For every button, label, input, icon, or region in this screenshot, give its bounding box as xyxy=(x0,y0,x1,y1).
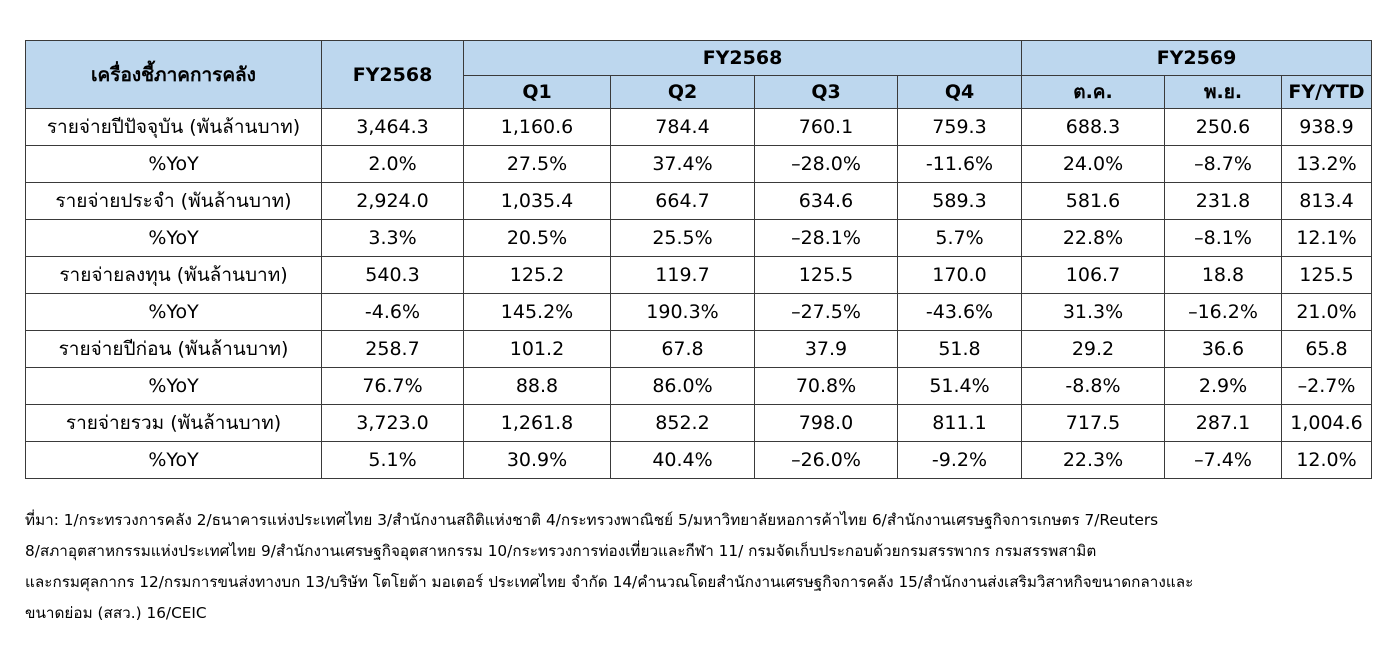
table-cell: 717.5 xyxy=(1022,405,1165,442)
table-cell: –8.1% xyxy=(1165,220,1282,257)
header-q1: Q1 xyxy=(464,76,611,109)
table-cell: 759.3 xyxy=(898,109,1022,146)
row-label: %YoY xyxy=(26,294,322,331)
table-cell: –28.1% xyxy=(755,220,898,257)
table-cell: 2.0% xyxy=(322,146,464,183)
header-q3: Q3 xyxy=(755,76,898,109)
table-cell: 688.3 xyxy=(1022,109,1165,146)
table-cell: 29.2 xyxy=(1022,331,1165,368)
table-cell: 1,261.8 xyxy=(464,405,611,442)
table-cell: 37.9 xyxy=(755,331,898,368)
table-cell: 634.6 xyxy=(755,183,898,220)
table-cell: –26.0% xyxy=(755,442,898,479)
table-cell: 581.6 xyxy=(1022,183,1165,220)
table-cell: 21.0% xyxy=(1282,294,1372,331)
table-cell: 3,723.0 xyxy=(322,405,464,442)
table-row xyxy=(26,183,1372,220)
table-cell: 51.4% xyxy=(898,368,1022,405)
table-cell: 125.5 xyxy=(755,257,898,294)
table-cell: 3.3% xyxy=(322,220,464,257)
table-cell: 70.8% xyxy=(755,368,898,405)
table-cell: -4.6% xyxy=(322,294,464,331)
table-cell: 664.7 xyxy=(611,183,755,220)
table-cell: 22.8% xyxy=(1022,220,1165,257)
table-cell: 51.8 xyxy=(898,331,1022,368)
table-cell: 145.2% xyxy=(464,294,611,331)
table-cell: 12.1% xyxy=(1282,220,1372,257)
table-cell: 37.4% xyxy=(611,146,755,183)
row-label: %YoY xyxy=(26,220,322,257)
table-cell: 12.0% xyxy=(1282,442,1372,479)
header-indicator: เครื่องชี้ภาคการคลัง xyxy=(26,41,322,109)
table-row xyxy=(26,146,1372,183)
table-cell: 119.7 xyxy=(611,257,755,294)
table-cell: -9.2% xyxy=(898,442,1022,479)
table-cell: 3,464.3 xyxy=(322,109,464,146)
source-notes xyxy=(25,505,1365,629)
row-label: %YoY xyxy=(26,368,322,405)
table-cell: 88.8 xyxy=(464,368,611,405)
table-cell: 101.2 xyxy=(464,331,611,368)
source-note-line: ที่มา: 1/กระทรวงการคลัง 2/ธนาคารแห่งประเทศไทย 3/สำนักงานสถิติแห่งชาติ 4/กระทรวงพาณิชย์ 5/มหาวิทยาลัยหอการค้าไทย 6/สำนักงานเศรษฐกิจการเกษตร 7/Reuters xyxy=(25,511,1159,529)
row-label: %YoY xyxy=(26,442,322,479)
table-cell: 2,924.0 xyxy=(322,183,464,220)
table-cell: 852.2 xyxy=(611,405,755,442)
table-cell: 125.2 xyxy=(464,257,611,294)
table-row xyxy=(26,257,1372,294)
header-group-fy2569: FY2569 xyxy=(1022,41,1372,76)
row-label: รายจ่ายรวม (พันล้านบาท) xyxy=(26,405,322,442)
table-row xyxy=(26,294,1372,331)
table-cell: –7.4% xyxy=(1165,442,1282,479)
row-label: รายจ่ายลงทุน (พันล้านบาท) xyxy=(26,257,322,294)
row-label: รายจ่ายปีก่อน (พันล้านบาท) xyxy=(26,331,322,368)
table-body xyxy=(26,109,1372,479)
table-row xyxy=(26,220,1372,257)
table-cell: 784.4 xyxy=(611,109,755,146)
table-row xyxy=(26,109,1372,146)
fiscal-indicators-table xyxy=(25,40,1372,479)
table-cell: 76.7% xyxy=(322,368,464,405)
table-cell: 22.3% xyxy=(1022,442,1165,479)
table-cell: 1,160.6 xyxy=(464,109,611,146)
table-cell: 25.5% xyxy=(611,220,755,257)
table-cell: 65.8 xyxy=(1282,331,1372,368)
table-cell: 760.1 xyxy=(755,109,898,146)
table-cell: 18.8 xyxy=(1165,257,1282,294)
table-cell: 231.8 xyxy=(1165,183,1282,220)
table-cell: 589.3 xyxy=(898,183,1022,220)
table-cell: 811.1 xyxy=(898,405,1022,442)
table-row xyxy=(26,405,1372,442)
table-cell: 125.5 xyxy=(1282,257,1372,294)
table-cell: 40.4% xyxy=(611,442,755,479)
row-label: รายจ่ายประจำ (พันล้านบาท) xyxy=(26,183,322,220)
table-cell: –28.0% xyxy=(755,146,898,183)
table-cell: 2.9% xyxy=(1165,368,1282,405)
table-cell: 13.2% xyxy=(1282,146,1372,183)
table-cell: 170.0 xyxy=(898,257,1022,294)
table-cell: 5.1% xyxy=(322,442,464,479)
table-cell: 24.0% xyxy=(1022,146,1165,183)
header-fy-total: FY2568 xyxy=(322,41,464,109)
header-group-fy2568: FY2568 xyxy=(464,41,1022,76)
header-oct: ต.ค. xyxy=(1022,76,1165,109)
table-cell: -8.8% xyxy=(1022,368,1165,405)
source-note-line: 8/สภาอุตสาหกรรมแห่งประเทศไทย 9/สำนักงานเศรษฐกิจอุตสาหกรรม 10/กระทรวงการท่องเที่ยวและกีฬา 11/ กรมจัดเก็บประกอบด้วยกรมสรรพากร กรมสรรพสามิต xyxy=(25,542,1097,560)
table-cell: 287.1 xyxy=(1165,405,1282,442)
table-row xyxy=(26,442,1372,479)
table-cell: –2.7% xyxy=(1282,368,1372,405)
table-cell: –16.2% xyxy=(1165,294,1282,331)
row-label: %YoY xyxy=(26,146,322,183)
header-fy-ytd: FY/YTD xyxy=(1282,76,1372,109)
table-cell: 1,035.4 xyxy=(464,183,611,220)
table-cell: 36.6 xyxy=(1165,331,1282,368)
table-cell: 190.3% xyxy=(611,294,755,331)
table-cell: 938.9 xyxy=(1282,109,1372,146)
header-nov: พ.ย. xyxy=(1165,76,1282,109)
table-cell: –8.7% xyxy=(1165,146,1282,183)
row-label: รายจ่ายปีปัจจุบัน (พันล้านบาท) xyxy=(26,109,322,146)
table-row xyxy=(26,368,1372,405)
table-cell: 30.9% xyxy=(464,442,611,479)
table-cell: 106.7 xyxy=(1022,257,1165,294)
table-cell: –27.5% xyxy=(755,294,898,331)
table-cell: 27.5% xyxy=(464,146,611,183)
table-cell: 67.8 xyxy=(611,331,755,368)
table-row xyxy=(26,331,1372,368)
table-cell: 1,004.6 xyxy=(1282,405,1372,442)
table-cell: 5.7% xyxy=(898,220,1022,257)
table-cell: 31.3% xyxy=(1022,294,1165,331)
table-cell: 20.5% xyxy=(464,220,611,257)
table-cell: -43.6% xyxy=(898,294,1022,331)
source-note-line: ขนาดย่อม (สสว.) 16/CEIC xyxy=(25,604,207,622)
table-cell: 250.6 xyxy=(1165,109,1282,146)
source-note-line: และกรมศุลกากร 12/กรมการขนส่งทางบก 13/บริษัท โตโยต้า มอเตอร์ ประเทศไทย จำกัด 14/คำนวณโดยสำนักงานเศรษฐกิจการคลัง 15/สำนักงานส่งเสริมวิสาหกิจขนาดกลางและ xyxy=(25,573,1194,591)
header-q4: Q4 xyxy=(898,76,1022,109)
table-cell: 258.7 xyxy=(322,331,464,368)
header-q2: Q2 xyxy=(611,76,755,109)
table-cell: 540.3 xyxy=(322,257,464,294)
table-cell: 813.4 xyxy=(1282,183,1372,220)
table-cell: 86.0% xyxy=(611,368,755,405)
table-cell: 798.0 xyxy=(755,405,898,442)
table-cell: -11.6% xyxy=(898,146,1022,183)
